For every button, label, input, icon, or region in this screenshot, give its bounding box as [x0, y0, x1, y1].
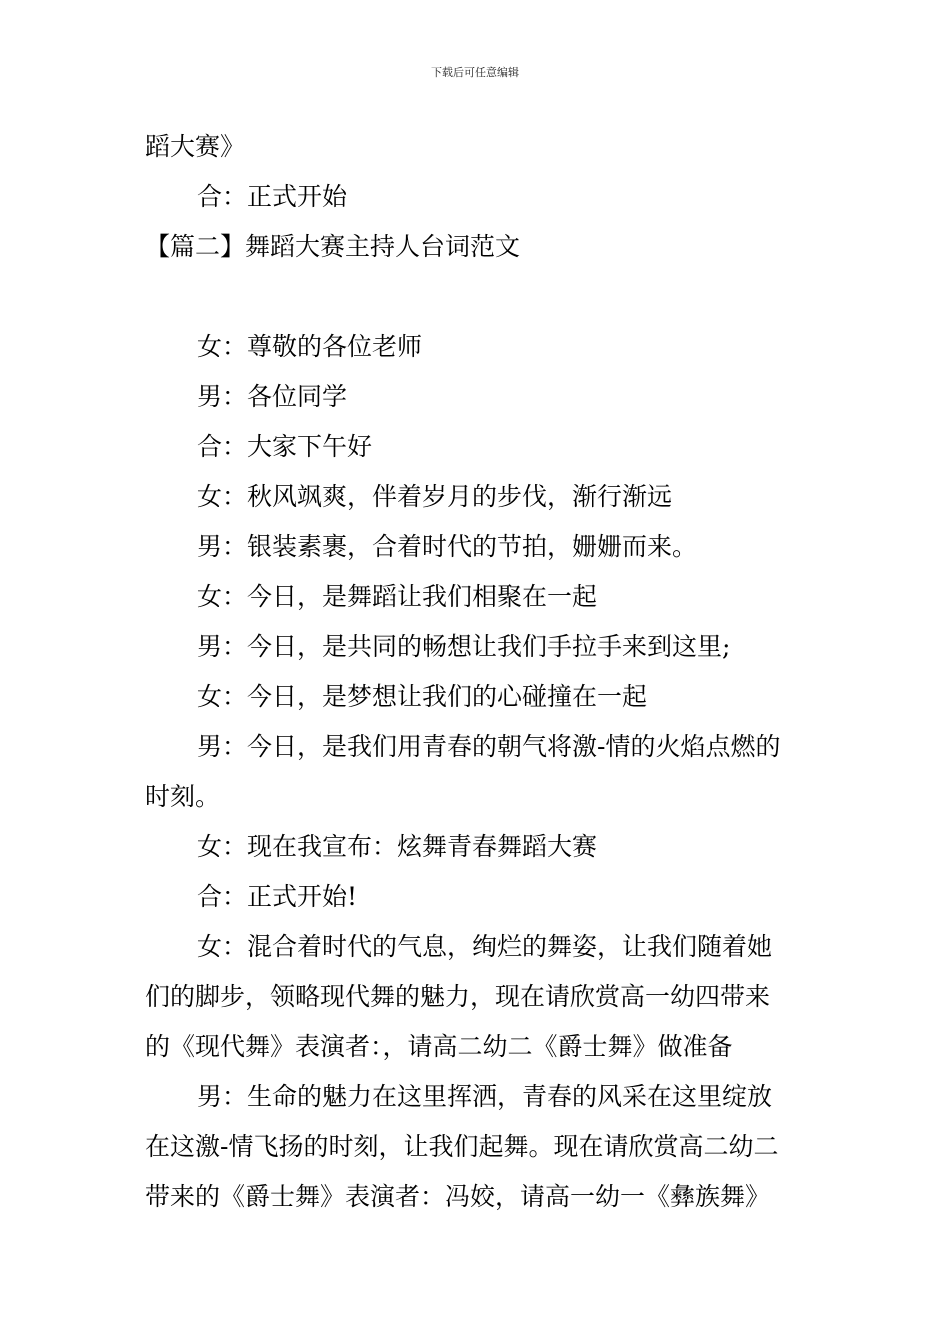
- text-line: 女：今日，是梦想让我们的心碰撞在一起: [197, 682, 648, 711]
- text-line: 合：正式开始: [197, 182, 348, 211]
- text-line: 男：银装素裹，合着时代的节拍，姗姗而来。: [197, 532, 698, 561]
- document-body: [145, 122, 810, 1222]
- text-line: 带来的《爵士舞》表演者：冯姣，请高一幼一《彝族舞》: [145, 1182, 771, 1211]
- text-line: 女：秋风飒爽，伴着岁月的步伐，渐行渐远: [197, 482, 673, 511]
- text-line: 男：今日，是我们用青春的朝气将激-情的火焰点燃的: [197, 732, 781, 761]
- text-line: 的《现代舞》表演者：，请高二幼二《爵士舞》做准备: [145, 1032, 733, 1061]
- text-line: 合：正式开始!: [197, 882, 358, 911]
- text-line: 们的脚步，领略现代舞的魅力，现在请欣赏高一幼四带来: [145, 982, 771, 1011]
- text-line: 女：尊敬的各位老师: [197, 332, 423, 361]
- page-header: 下载后可任意编辑: [431, 66, 519, 79]
- text-line: 合：大家下午好: [197, 432, 373, 461]
- text-line: 女：现在我宣布：炫舞青春舞蹈大赛: [197, 832, 598, 861]
- text-line: 在这激-情飞扬的时刻，让我们起舞。现在请欣赏高二幼二: [145, 1132, 779, 1161]
- text-line: 女：今日，是舞蹈让我们相聚在一起: [197, 582, 598, 611]
- text-line: 男：生命的魅力在这里挥洒，青春的风采在这里绽放: [197, 1082, 773, 1111]
- text-line: 男：今日，是共同的畅想让我们手拉手来到这里;: [197, 632, 731, 661]
- text-line: 女：混合着时代的气息，绚烂的舞姿，让我们随着她: [197, 932, 773, 961]
- text-line: 男：各位同学: [197, 382, 348, 411]
- section-heading: 【篇二】舞蹈大赛主持人台词范文: [145, 232, 521, 261]
- blank-line: [145, 272, 810, 322]
- text-line: 时刻。: [145, 782, 221, 811]
- text-line: 蹈大赛》: [145, 132, 246, 161]
